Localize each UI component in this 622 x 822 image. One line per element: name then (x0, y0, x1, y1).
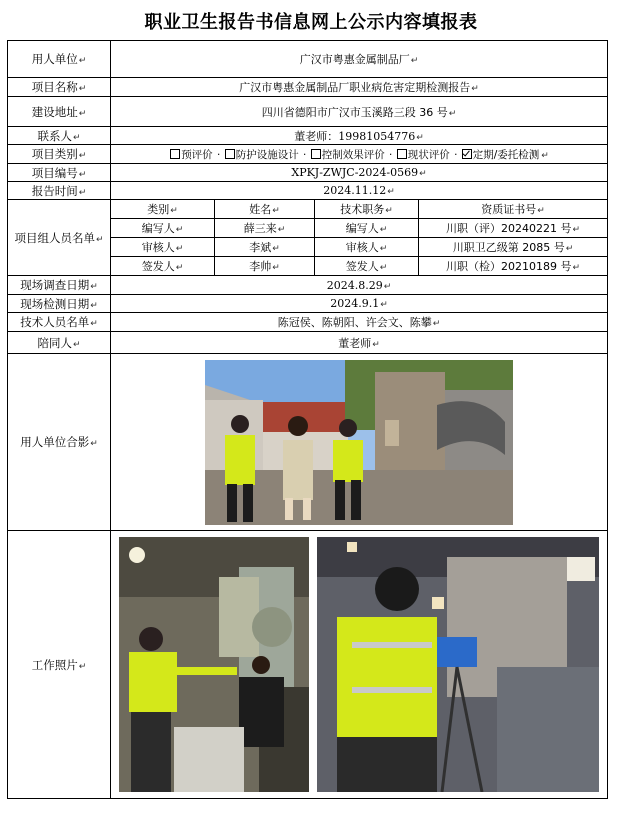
checkbox-icon (225, 149, 235, 159)
row-tech-staff (8, 313, 608, 332)
member-name: 李斌↵ (215, 238, 315, 257)
member-role: 签发人↵ (111, 257, 215, 276)
disclosure-form-table (7, 40, 608, 799)
row-employer (8, 41, 608, 78)
group-photo-label: 用人单位合影↵ (8, 354, 111, 531)
row-group-photo (8, 354, 608, 531)
address-label: 建设地址↵ (8, 97, 111, 127)
tech-staff-value: 陈冠侯、陈朝阳、许会文、陈攀↵ (111, 313, 608, 332)
checkbox-icon (397, 149, 407, 159)
row-escort (8, 332, 608, 354)
team-header-name: 姓名↵ (215, 200, 315, 219)
tech-staff-label: 技术人员名单↵ (8, 313, 111, 332)
row-contact (8, 127, 608, 145)
project-no-value: XPKJ-ZWJC-2024-0569↵ (111, 164, 608, 182)
report-date-label: 报告时间↵ (8, 182, 111, 200)
contact-value: 董老师：19981054776↵ (111, 127, 608, 145)
team-label: 项目组人员名单↵ (8, 200, 111, 276)
row-project-name (8, 78, 608, 97)
project-no-label: 项目编号↵ (8, 164, 111, 182)
member-title: 签发人↵ (315, 257, 419, 276)
project-type-option-label: 现状评价 (407, 148, 450, 161)
contact-label: 联系人↵ (8, 127, 111, 145)
row-project-no (8, 164, 608, 182)
member-title: 审核人↵ (315, 238, 419, 257)
member-cert: 川职（评）20240221 号↵ (419, 219, 608, 238)
project-type-option-label: 预评价 (181, 148, 213, 161)
row-address (8, 97, 608, 127)
test-date-value: 2024.9.1↵ (111, 295, 608, 313)
project-type-option-label: 防护设施设计 (235, 148, 299, 161)
member-cert: 川职卫乙级第 2085 号↵ (419, 238, 608, 257)
project-type-option (225, 149, 299, 161)
team-header-role: 类别↵ (111, 200, 215, 219)
project-type-option-label: 定期/委托检测 (472, 148, 540, 161)
work-photo-left (119, 537, 309, 792)
project-type-option (311, 149, 385, 161)
member-role: 审核人↵ (111, 238, 215, 257)
project-type-option-label: 控制效果评价 (321, 148, 385, 161)
project-type-options: 预评价 · 防护设施设计 · 控制效果评价 · 现状评价 · 定期/委托检测 ↵ (111, 145, 608, 164)
row-report-date (8, 182, 608, 200)
member-name: 李帅↵ (215, 257, 315, 276)
escort-value: 董老师↵ (111, 332, 608, 354)
checkbox-icon (311, 149, 321, 159)
escort-label: 陪同人↵ (8, 332, 111, 354)
project-type-option (462, 149, 540, 161)
employer-value: 广汉市粤惠金属制品厂↵ (111, 41, 608, 78)
group-photo-cell (111, 354, 608, 531)
survey-date-value: 2024.8.29↵ (111, 276, 608, 295)
group-photo-image (205, 360, 513, 525)
employer-label: 用人单位↵ (8, 41, 111, 78)
project-type-option (170, 149, 213, 161)
checked-box-icon (462, 149, 472, 159)
survey-date-label: 现场调查日期↵ (8, 276, 111, 295)
checkbox-icon (170, 149, 180, 159)
team-header-cert: 资质证书号↵ (419, 200, 608, 219)
report-date-value: 2024.11.12↵ (111, 182, 608, 200)
page-title: 职业卫生报告书信息网上公示内容填报表 (144, 12, 478, 33)
address-value: 四川省德阳市广汉市玉溪路三段 36 号↵ (111, 97, 608, 127)
test-date-label: 现场检测日期↵ (8, 295, 111, 313)
row-survey-date (8, 276, 608, 295)
project-type-option (397, 149, 450, 161)
row-test-date (8, 295, 608, 313)
project-name-value: 广汉市粤惠金属制品厂职业病危害定期检测报告↵ (111, 78, 608, 97)
project-type-label: 项目类别↵ (8, 145, 111, 164)
team-header-title: 技术职务↵ (315, 200, 419, 219)
member-cert: 川职（检）20210189 号↵ (419, 257, 608, 276)
work-photos-label: 工作照片↵ (8, 531, 111, 799)
member-role: 编写人↵ (111, 219, 215, 238)
member-name: 薛三来↵ (215, 219, 315, 238)
row-project-type (8, 145, 608, 164)
work-photos-cell (111, 531, 608, 799)
team-header-row (8, 200, 608, 219)
row-work-photos (8, 531, 608, 799)
project-name-label: 项目名称↵ (8, 78, 111, 97)
member-title: 编写人↵ (315, 219, 419, 238)
work-photo-right (317, 537, 599, 792)
